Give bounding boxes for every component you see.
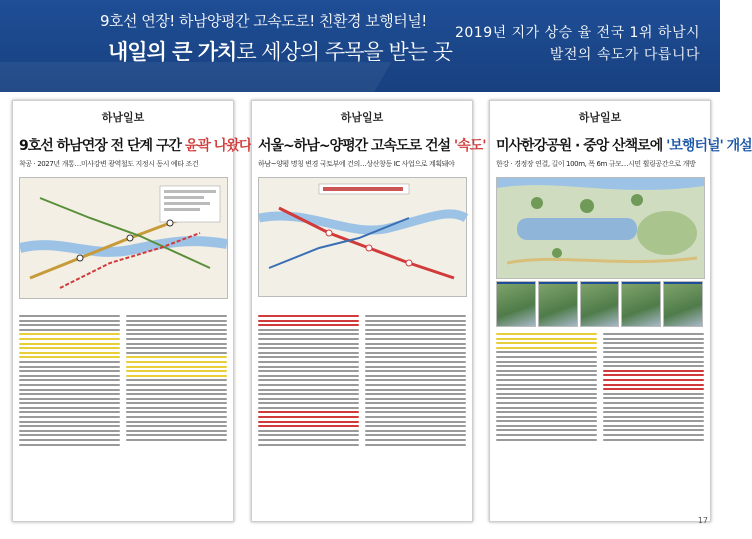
headline-line1: 9호선 연장! 하남양평간 고속도로! 친환경 보행터널!: [100, 12, 427, 30]
photo-thumbnail: [538, 281, 578, 327]
article-subtitle: 착공 · 2027년 개통…미사강변 광역철도 지정시 동시 예타 조건: [19, 160, 199, 168]
headline-bold: 내일의 큰 가치: [108, 40, 237, 64]
body-column: [126, 315, 227, 446]
page-number: 17: [697, 516, 708, 525]
article-title: [496, 135, 752, 155]
title-highlight: '속도': [453, 138, 486, 154]
title-highlight: '보행터널' 개설: [666, 138, 752, 154]
photo-thumbnail: [663, 281, 703, 327]
article-body: [258, 315, 466, 446]
title-highlight: 윤곽 나왔다: [184, 138, 252, 154]
title-part: 미사한강공원 · 중앙 산책로에: [496, 138, 667, 154]
headline-rest: 로 세상의 주목을 받는 곳: [236, 40, 452, 64]
paper-name: 하남일보: [101, 111, 145, 124]
title-part: 서울~하남~양평간 고속도로 건설: [258, 138, 454, 154]
photo-strip: [496, 281, 703, 327]
right-headline-2: 발전의 속도가 다릅니다: [549, 47, 700, 63]
article-body: [496, 333, 704, 441]
park-map-graphic: [497, 178, 704, 278]
body-column: [365, 315, 466, 446]
article-body: [19, 315, 227, 446]
banner-stripe: [0, 62, 392, 102]
headline-line2: [108, 36, 452, 66]
photo-thumbnail: [496, 281, 536, 327]
park-map-image: [496, 177, 705, 279]
highway-map-graphic: [259, 178, 466, 296]
paper-name: 하남일보: [578, 111, 622, 124]
right-headline-1: 2019년 지가 상승 율 전국 1위 하남시: [454, 25, 700, 41]
title-part: 9호선 하남연장 전 단계 구간: [19, 138, 185, 154]
article-subtitle: 한강 · 경정장 연결, 길이 100m, 폭 6m 규모…시민 휠링공간으로 개방: [496, 160, 696, 168]
header-banner: [0, 0, 720, 92]
newspaper-clipping-3: [489, 100, 752, 522]
article-title: [19, 135, 252, 155]
subway-map-image: [19, 177, 228, 299]
body-column: [258, 315, 359, 446]
subway-map-graphic: [20, 178, 227, 298]
body-column: [19, 315, 120, 446]
photo-thumbnail: [621, 281, 661, 327]
newspaper-clipping-2: [251, 100, 486, 522]
highway-map-image: [258, 177, 467, 297]
newspaper-clipping-1: [12, 100, 252, 522]
paper-name: 하남일보: [340, 111, 384, 124]
article-title: [258, 135, 486, 155]
article-subtitle: 하남~양평 명칭 변경 국토부에 건의…상산창동 IC 사업으로 계획돼야: [258, 160, 455, 168]
body-column: [603, 333, 704, 441]
photo-thumbnail: [580, 281, 620, 327]
body-column: [496, 333, 597, 441]
